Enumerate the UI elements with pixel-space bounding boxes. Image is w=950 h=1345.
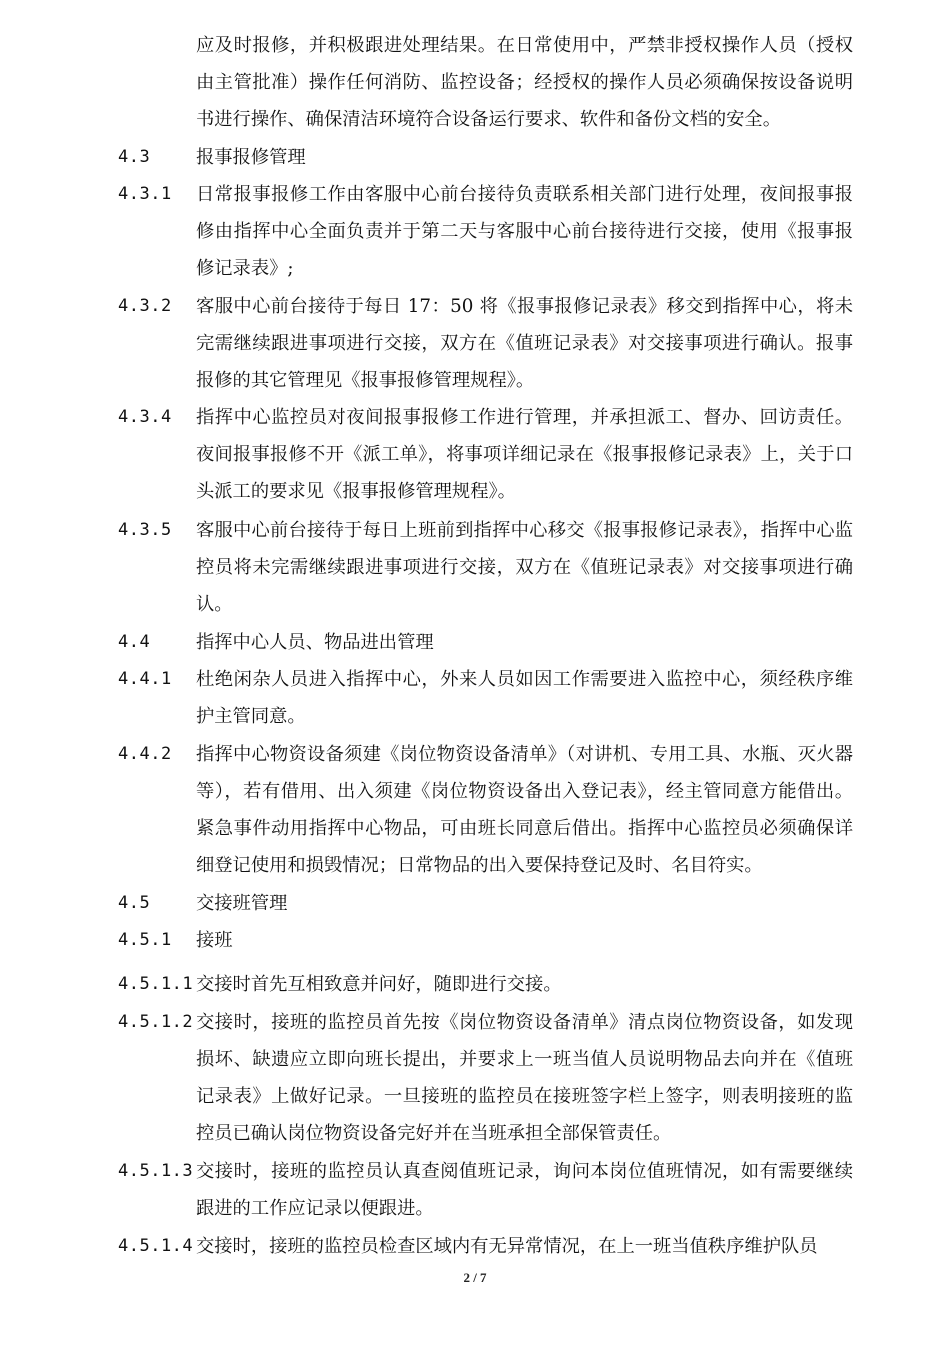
section-title: 指挥中心人员、物品进出管理 [196,632,434,653]
section-number: 4.3.4 [118,407,172,427]
page-number: 2 / 7 [463,1270,487,1285]
paragraph-text: 交接时，接班的监控员首先按《岗位物资设备清单》清点岗位物资设备，如发现损坏、缺遗应立即向班长提出，并要求上一班当值人员说明物品去向并在《值班记录表》上做好记录。一旦接班的监控员在接班签字栏上签字，则表明接班的监控员已确认岗位物资设备完好并在当班承担全部保管责任。 [196,1012,853,1144]
section-heading [118,139,858,176]
section-number: 4.5 [118,893,151,913]
list-item [118,512,858,623]
paragraph-text: 客服中心前台接待于每日 17：50 将《报事报修记录表》移交到指挥中心，将未完需继续跟进事项进行交接，双方在《值班记录表》对交接事项进行确认。报事报修的其它管理见《报事报修管理规程》。 [196,296,853,391]
list-item [118,1004,858,1152]
list-item [118,399,858,510]
section-heading [118,624,858,661]
paragraph-text: 客服中心前台接待于每日上班前到指挥中心移交《报事报修记录表》，指挥中心监控员将未完需继续跟进事项进行交接，双方在《值班记录表》对交接事项进行确认。 [196,520,853,615]
paragraph-text: 应及时报修，并积极跟进处理结果。在日常使用中，严禁非授权操作人员（授权由主管批准）操作任何消防、监控设备；经授权的操作人员必须确保按设备说明书进行操作、确保清洁环境符合设备运行要求、软件和备份文档的安全。 [196,35,853,130]
section-number: 4.3 [118,147,151,167]
list-item [118,661,858,735]
paragraph-text: 指挥中心物资设备须建《岗位物资设备清单》（对讲机、专用工具、水瓶、灭火器等），若有借用、出入须建《岗位物资设备出入登记表》，经主管同意方能借出。紧急事件动用指挥中心物品，可由班长同意后借出。指挥中心监控员必须确保详细登记使用和损毁情况；日常物品的出入要保持登记及时、名目符实。 [196,744,853,876]
list-item [118,736,858,884]
paragraph-text: 杜绝闲杂人员进入指挥中心，外来人员如因工作需要进入监控中心，须经秩序维护主管同意。 [196,669,853,727]
paragraph-text: 交接时，接班的监控员检查区域内有无异常情况，在上一班当值秩序维护队员 [196,1236,818,1257]
section-title: 报事报修管理 [196,147,306,168]
section-title: 接班 [196,930,233,951]
section-number: 4.5.1 [118,930,172,950]
section-number: 4.5.1.3 [118,1161,194,1181]
subsection-heading [118,922,858,959]
section-heading [118,885,858,922]
list-item [118,1153,858,1227]
list-item [118,966,858,1003]
section-number: 4.5.1.2 [118,1012,194,1032]
section-number: 4.4.1 [118,669,172,689]
list-item [118,1228,858,1265]
section-number: 4.5.1.4 [118,1236,194,1256]
section-title: 交接班管理 [196,893,288,914]
list-item [118,288,858,399]
section-number: 4.5.1.1 [118,974,194,994]
paragraph-continued [118,27,858,138]
section-number: 4.4 [118,632,151,652]
section-number: 4.3.1 [118,184,172,204]
paragraph-text: 指挥中心监控员对夜间报事报修工作进行管理，并承担派工、督办、回访责任。夜间报事报修不开《派工单》，将事项详细记录在《报事报修记录表》上，关于口头派工的要求见《报事报修管理规程》。 [196,407,853,502]
section-number: 4.4.2 [118,744,172,764]
list-item [118,176,858,287]
section-number: 4.3.2 [118,296,172,316]
paragraph-text: 交接时，接班的监控员认真查阅值班记录，询问本岗位值班情况，如有需要继续跟进的工作应记录以便跟进。 [196,1161,853,1219]
paragraph-text: 日常报事报修工作由客服中心前台接待负责联系相关部门进行处理，夜间报事报修由指挥中心全面负责并于第二天与客服中心前台接待进行交接，使用《报事报修记录表》; [196,184,853,279]
paragraph-text: 交接时首先互相致意并问好，随即进行交接。 [196,974,562,995]
section-number: 4.3.5 [118,520,172,540]
